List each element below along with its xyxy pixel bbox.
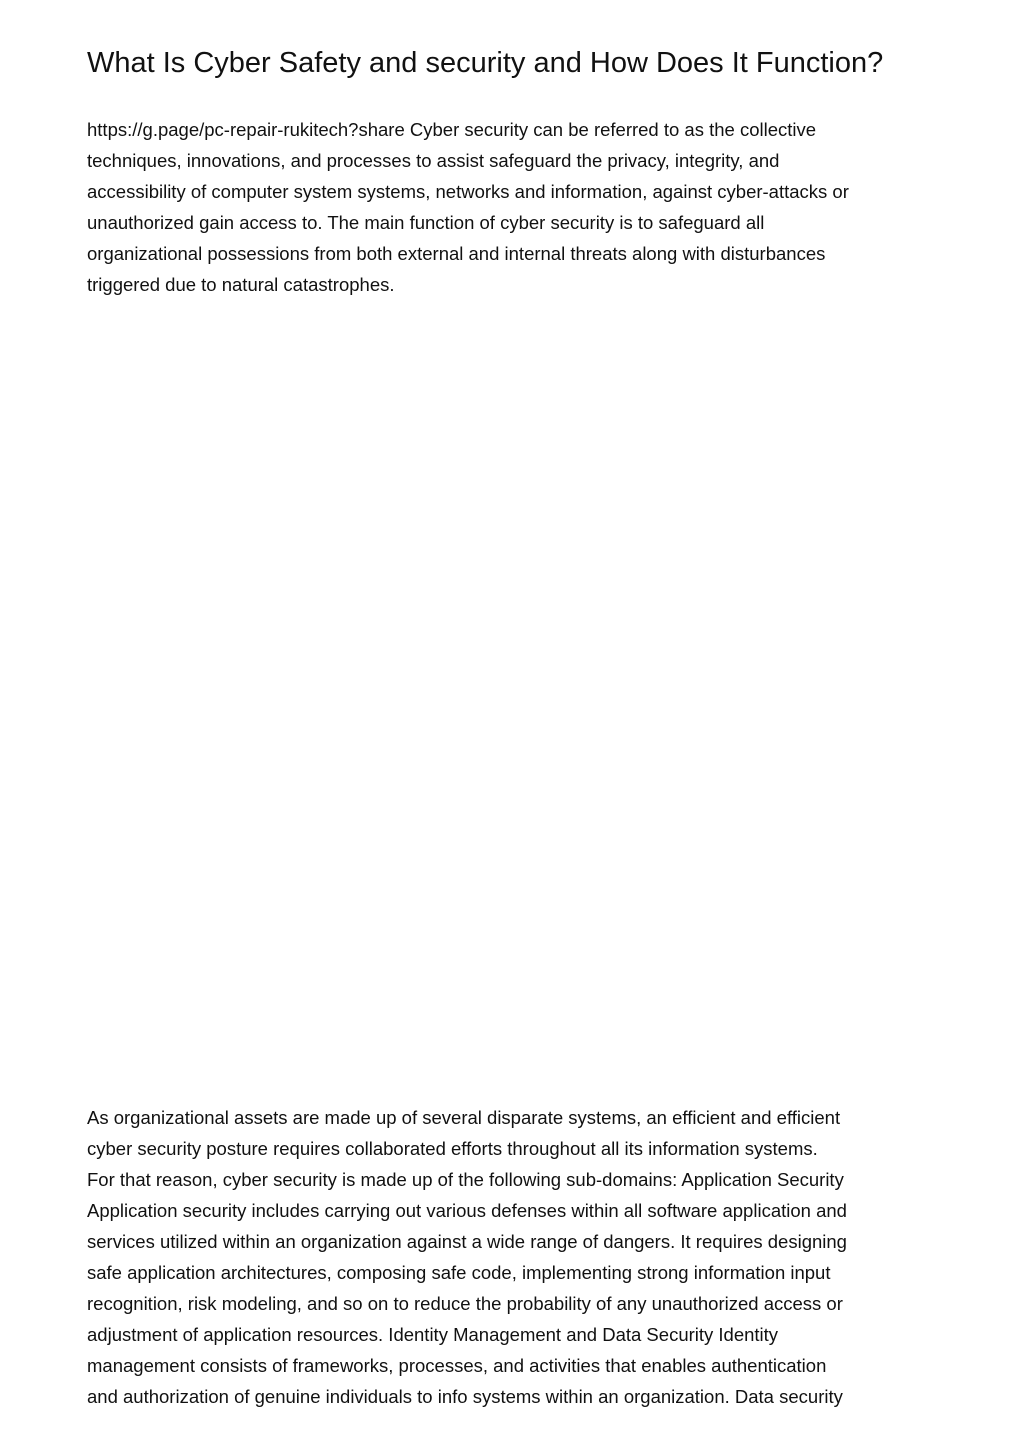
paragraph-line: unauthorized gain access to. The main function of cyber security is to safeguard all — [87, 212, 765, 233]
paragraph-line: safe application architectures, composing safe code, implementing strong information input — [87, 1262, 831, 1283]
paragraph-line: recognition, risk modeling, and so on to reduce the probability of any unauthorized access or — [87, 1293, 843, 1314]
paragraph-line: techniques, innovations, and processes to assist safeguard the privacy, integrity, and — [87, 150, 780, 171]
paragraph-line: As organizational assets are made up of several disparate systems, an efficient and efficient — [87, 1107, 841, 1128]
paragraph-line: For that reason, cyber security is made up of the following sub-domains: Application Security — [87, 1169, 844, 1190]
paragraph-line: triggered due to natural catastrophes. — [87, 274, 395, 295]
paragraph-line: https://g.page/pc-repair-rukitech?share Cyber security can be referred to as the collective — [87, 119, 817, 140]
paragraph-line: services utilized within an organization against a wide range of dangers. It requires designing — [87, 1231, 847, 1252]
paragraph-line: adjustment of application resources. Identity Management and Data Security Identity — [87, 1324, 779, 1345]
paragraph-line: management consists of frameworks, processes, and activities that enables authentication — [87, 1355, 827, 1376]
paragraph-line: and authorization of genuine individuals to info systems within an organization. Data security — [87, 1386, 843, 1407]
paragraph-intro — [87, 114, 949, 300]
document-title: What Is Cyber Safety and security and How Does It Function? — [87, 47, 884, 79]
paragraph-line: Application security includes carrying out various defenses within all software application and — [87, 1200, 847, 1221]
paragraph-line: organizational possessions from both external and internal threats along with disturbances — [87, 243, 826, 264]
paragraph-sub-domains — [87, 1102, 949, 1412]
paragraph-line: cyber security posture requires collaborated efforts throughout all its information systems. — [87, 1138, 818, 1159]
paragraph-line: accessibility of computer system systems, networks and information, against cyber-attacks or — [87, 181, 849, 202]
